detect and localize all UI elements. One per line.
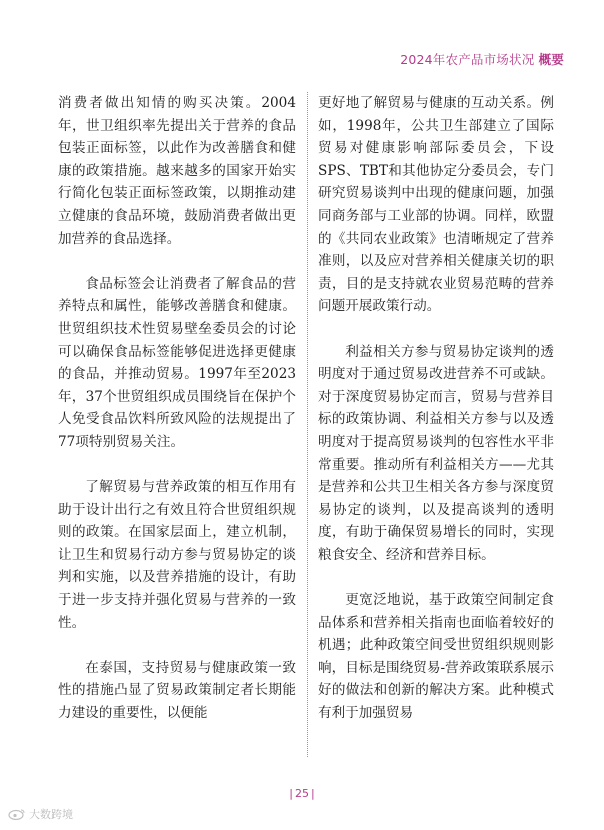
- paragraph: 食品标签会让消费者了解食品的营养特点和属性，能够改善膳食和健康。世贸组织技术性贸易壁垒委员会的讨论可以确保食品标签能够促进选择更健康的食品，并推动贸易。1997年至2023年，37个世贸组织成员围绕旨在保护个人免受食品饮料所致风险的法规提出了77项特别贸易关注。: [58, 275, 296, 450]
- paragraph: 更好地了解贸易与健康的互动关系。例如，1998年，公共卫生部建立了国际贸易对健康影响部际委员会，下设SPS、TBT和其他协定分委员会，专门研究贸易谈判中出现的健康问题，加强同商务部与工业部的协调。同样，欧盟的《共同农业政策》也清晰规定了营养准则，以及应对营养相关健康关切的职责，目的是支持就农业贸易范畴的营养问题开展政策行动。: [318, 95, 554, 315]
- paragraph: 消费者做出知情的购买决策。2004年，世卫组织率先提出关于营养的食品包装正面标签，以此作为改善膳食和健康的政策措施。越来越多的国家开始实行简化包装正面标签政策，以期推动建立健康的食品环境，鼓励消费者做出更加营养的食品选择。: [58, 95, 296, 247]
- watermark: [8, 806, 73, 822]
- report-title: 2024年农产品市场状况: [400, 52, 535, 67]
- paragraph: 在泰国，支持贸易与健康政策一致性的措施凸显了贸易政策制定者长期能力建设的重要性，以便能: [58, 659, 296, 722]
- watermark-text: 大数跨境: [29, 808, 73, 821]
- right-column: [318, 92, 554, 725]
- section-name: 概要: [538, 52, 564, 67]
- weibo-icon: [8, 808, 26, 820]
- paragraph: 更宽泛地说，基于政策空间制定食品体系和营养相关指南也面临着较好的机遇；此种政策空间受世贸组织规则影响，目标是围绕贸易-营养政策联系展示好的做法和创新的解决方案。此种模式有利于加强贸易: [318, 592, 554, 722]
- left-column: [58, 92, 296, 725]
- running-header: [400, 50, 564, 68]
- column-divider: [307, 92, 308, 757]
- page-number-value: 25: [295, 787, 309, 800]
- page-number: | 25 |: [289, 787, 315, 800]
- paragraph: 了解贸易与营养政策的相互作用有助于设计出行之有效且符合世贸组织规则的政策。在国家层面上，建立机制，让卫生和贸易行动方参与贸易协定的谈判和实施，以及营养措施的设计，有助于进一步支持并强化贸易与营养的一致性。: [58, 479, 296, 631]
- paragraph: 利益相关方参与贸易协定谈判的透明度对于通过贸易改进营养不可或缺。对于深度贸易协定而言，贸易与营养目标的政策协调、利益相关方参与以及透明度对于提高贸易谈判的包容性水平非常重要。推动所有利益相关方——尤其是营养和公共卫生相关各方参与深度贸易协定的谈判，以及提高谈判的透明度，有助于确保贸易增长的同时，实现粮食安全、经济和营养目标。: [318, 343, 554, 563]
